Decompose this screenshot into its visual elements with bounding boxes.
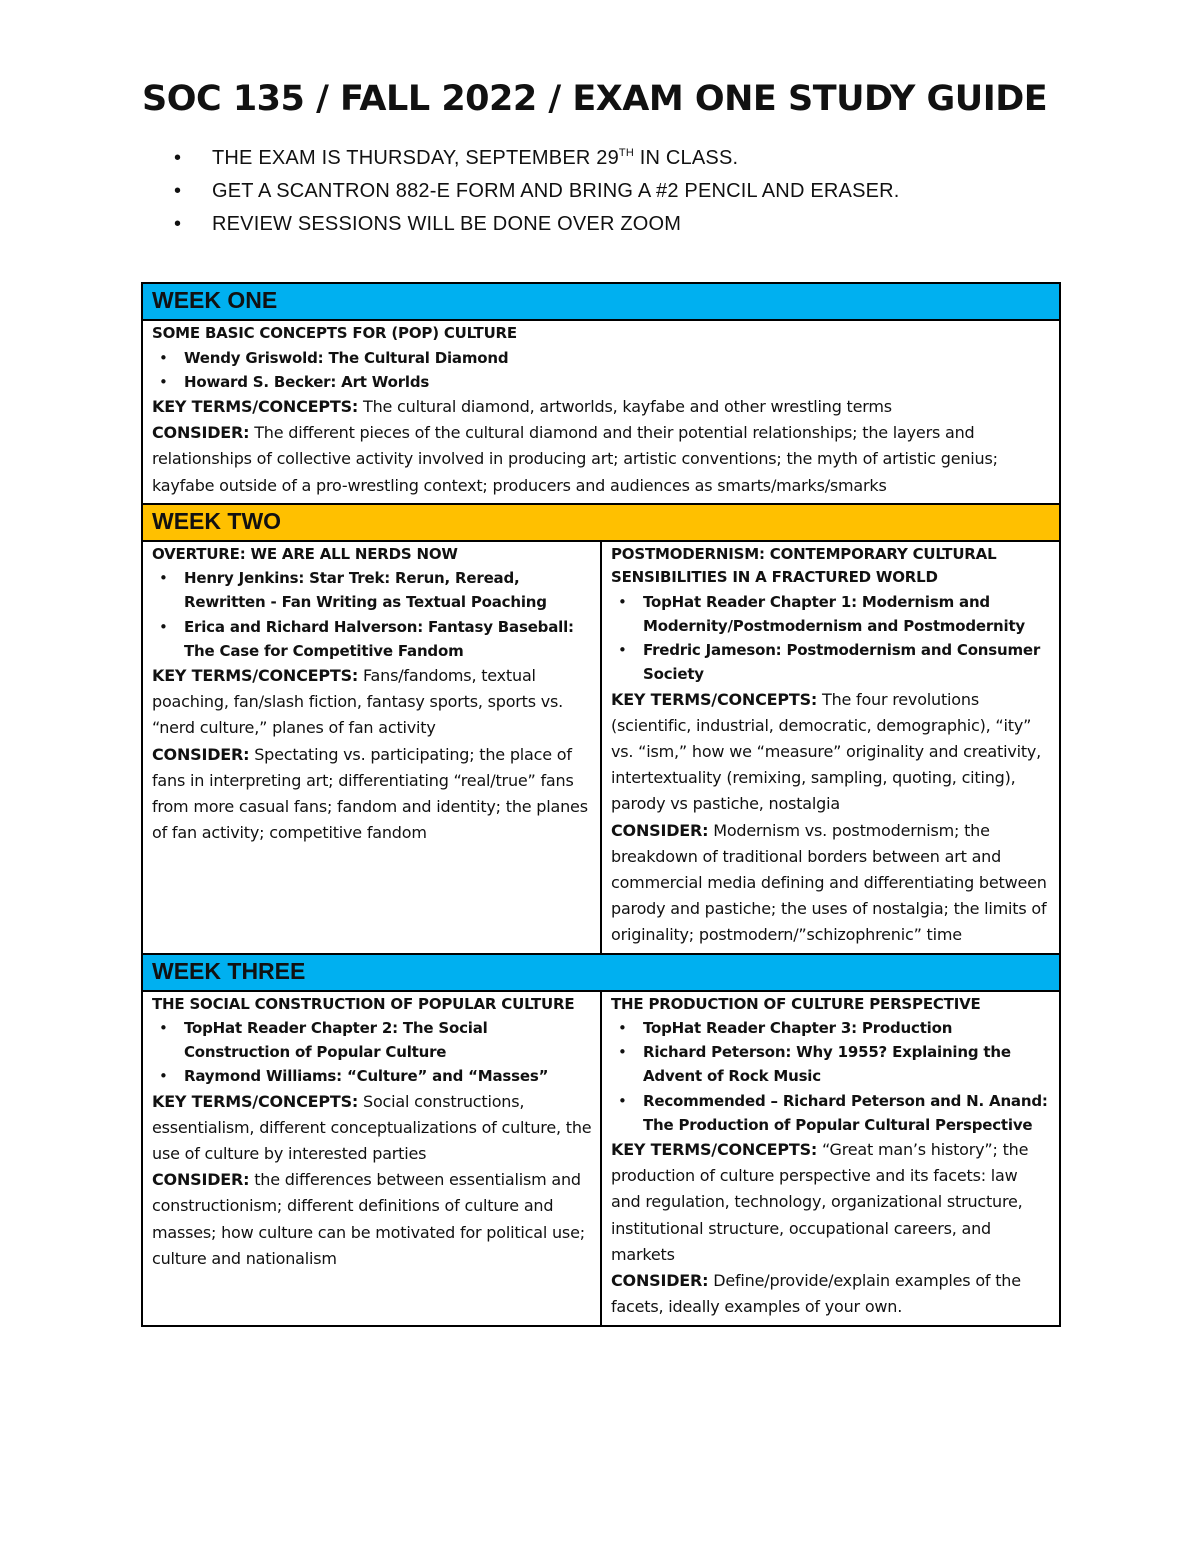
note-exam-date-tail: IN CLASS.	[634, 147, 739, 169]
key-terms-label: KEY TERMS/CONCEPTS:	[611, 689, 818, 709]
week-one-cell	[142, 320, 1060, 504]
week-one-section-title: SOME BASIC CONCEPTS FOR (POP) CULTURE	[152, 324, 517, 342]
consider-text: The different pieces of the cultural diamond and their potential relationships; the layers and relationships of collective activity involved in producing art; artistic conventions; the myth of artistic genius; kayfabe outside of a pro-wrestling context; producers and audiences as smarts/marks/smarks	[152, 423, 998, 495]
reading-item: • Howard S. Becker: Art Worlds	[152, 370, 1051, 394]
week-two-left-consider	[152, 742, 592, 847]
week-one-consider	[152, 420, 1051, 499]
reading-item: • Richard Peterson: Why 1955? Explaining the Advent of Rock Music	[611, 1040, 1051, 1088]
key-terms-text: Fans/fandoms, textual poaching, fan/slash fiction, fantasy sports, sports vs. “nerd culture,” planes of fan activity	[152, 666, 564, 738]
note-exam-date	[174, 142, 900, 175]
reading-item: • Fredric Jameson: Postmodernism and Consumer Society	[611, 638, 1051, 686]
week-two-right-consider	[611, 818, 1051, 949]
week-two-content-row	[142, 541, 1060, 954]
note-review-sessions: • REVIEW SESSIONS WILL BE DONE OVER ZOOM	[174, 208, 900, 241]
week-one-readings	[152, 346, 1051, 394]
exam-notes-list	[174, 142, 900, 241]
consider-label: CONSIDER:	[152, 1170, 250, 1190]
key-terms-label: KEY TERMS/CONCEPTS:	[611, 1140, 818, 1160]
week-two-left-readings	[152, 566, 592, 663]
week-three-left-section-title: THE SOCIAL CONSTRUCTION OF POPULAR CULTURE	[152, 994, 575, 1013]
reading-item: • TopHat Reader Chapter 1: Modernism and Modernity/Postmodernism and Postmodernity	[611, 590, 1051, 638]
study-guide-table	[141, 282, 1061, 1327]
week-three-left-cell	[142, 991, 601, 1326]
consider-text: Modernism vs. postmodernism; the breakdown of traditional borders between art and commercial media defining and differentiating between parody and pastiche; the uses of nostalgia; the limits of originality; postmodern/”schizophrenic” time	[611, 820, 1047, 945]
week-one-key-terms	[152, 394, 1051, 420]
consider-label: CONSIDER:	[152, 744, 250, 764]
consider-label: CONSIDER:	[152, 423, 250, 443]
week-one-header: WEEK ONE	[142, 283, 1060, 320]
week-three-right-section-title: THE PRODUCTION OF CULTURE PERSPECTIVE	[611, 994, 981, 1013]
consider-text: the differences between essentialism and constructionism; different definitions of culture and masses; how culture can be motivated for political use; culture and nationalism	[152, 1170, 585, 1268]
consider-label: CONSIDER:	[611, 820, 709, 840]
consider-label: CONSIDER:	[611, 1271, 709, 1291]
reading-item: • TopHat Reader Chapter 3: Production	[611, 1016, 1051, 1040]
week-three-left-readings	[152, 1016, 592, 1089]
key-terms-text: The cultural diamond, artworlds, kayfabe and other wrestling terms	[358, 396, 892, 416]
reading-item: • Wendy Griswold: The Cultural Diamond	[152, 346, 1051, 370]
page-title: SOC 135 / FALL 2022 / EXAM ONE STUDY GUIDE	[142, 79, 1048, 119]
week-two-right-key-terms	[611, 687, 1051, 818]
reading-item: • Raymond Williams: “Culture” and “Masses”	[152, 1064, 592, 1088]
consider-text: Spectating vs. participating; the place of fans in interpreting art; differentiating “real/true” fans from more casual fans; fandom and identity; the planes of fan activity; competitive fandom	[152, 744, 588, 843]
consider-text: Define/provide/explain examples of the facets, ideally examples of your own.	[611, 1271, 1021, 1317]
key-terms-label: KEY TERMS/CONCEPTS:	[152, 1091, 359, 1111]
week-three-content-row	[142, 991, 1060, 1326]
reading-item: • Erica and Richard Halverson: Fantasy Baseball: The Case for Competitive Fandom	[152, 615, 592, 663]
week-three-left-consider	[152, 1167, 592, 1272]
note-scantron: • GET A SCANTRON 882-E FORM AND BRING A #2 PENCIL AND ERASER.	[174, 175, 900, 208]
key-terms-text: Social constructions, essentialism, different conceptualizations of culture, the use of culture by interested parties	[152, 1091, 592, 1164]
week-two-left-key-terms	[152, 663, 592, 742]
week-three-right-readings	[611, 1016, 1051, 1137]
week-one-header-row	[142, 283, 1060, 320]
reading-item: • Henry Jenkins: Star Trek: Rerun, Reread, Rewritten - Fan Writing as Textual Poaching	[152, 566, 592, 614]
key-terms-label: KEY TERMS/CONCEPTS:	[152, 396, 359, 416]
week-three-header: WEEK THREE	[142, 954, 1060, 991]
week-one-content-row	[142, 320, 1060, 504]
note-exam-date-text: THE EXAM IS THURSDAY, SEPTEMBER 29	[212, 147, 619, 169]
week-three-right-consider	[611, 1268, 1051, 1320]
note-exam-date-suffix: TH	[618, 147, 634, 159]
week-two-right-section-title: POSTMODERNISM: CONTEMPORARY CULTURAL SENSIBILITIES IN A FRACTURED WORLD	[611, 544, 997, 587]
week-two-right-cell	[601, 541, 1060, 954]
week-three-right-key-terms	[611, 1137, 1051, 1268]
reading-item: • Recommended – Richard Peterson and N. Anand: The Production of Popular Cultural Perspective	[611, 1089, 1051, 1137]
key-terms-text: The four revolutions (scientific, industrial, democratic, demographic), “ity” vs. “ism,” how we “measure” originality and creativity, intertextuality (remixing, sampling, quoting, citing), parody vs pastiche, nostalgia	[611, 689, 1042, 814]
key-terms-text: “Great man’s history”; the production of culture perspective and its facets: law and regulation, technology, organizational structure, institutional structure, occupational careers, and markets	[611, 1140, 1029, 1264]
week-two-header-row	[142, 504, 1060, 541]
week-two-left-cell	[142, 541, 601, 954]
week-three-header-row	[142, 954, 1060, 991]
week-two-right-readings	[611, 590, 1051, 687]
week-two-left-section-title: OVERTURE: WE ARE ALL NERDS NOW	[152, 544, 458, 563]
week-two-header: WEEK TWO	[142, 504, 1060, 541]
reading-item: • TopHat Reader Chapter 2: The Social Construction of Popular Culture	[152, 1016, 592, 1064]
key-terms-label: KEY TERMS/CONCEPTS:	[152, 666, 359, 686]
week-three-left-key-terms	[152, 1089, 592, 1168]
week-three-right-cell	[601, 991, 1060, 1326]
